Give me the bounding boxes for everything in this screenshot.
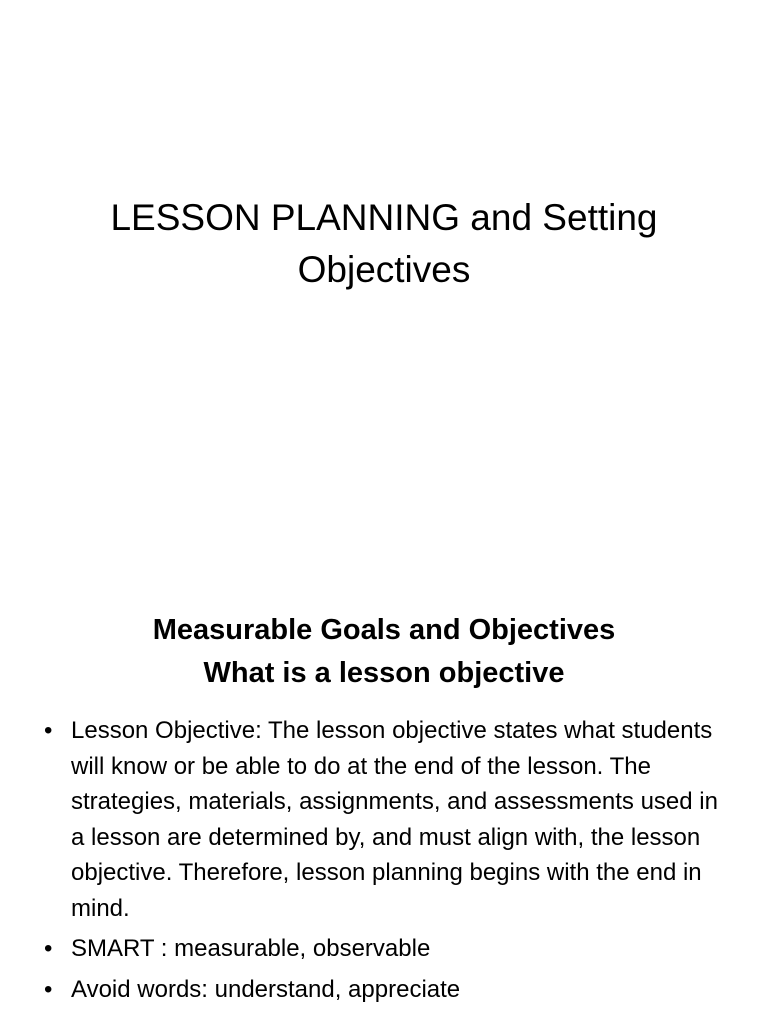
slide-heading — [40, 609, 728, 695]
content-slide — [0, 576, 768, 1024]
bullet-item — [40, 972, 720, 1008]
bullet-text: SMART : measurable, observable — [71, 935, 431, 962]
bullet-text: Avoid words: understand, appreciate — [71, 975, 461, 1003]
slide-heading-line-2: What is a lesson objective — [203, 657, 565, 689]
slide-title: LESSON PLANNING and Setting Objectives — [110, 197, 658, 290]
bullet-list — [40, 713, 720, 1012]
bullet-item — [40, 713, 720, 926]
bullet-text: Lesson Objective: The lesson objective states what students will know or be able to do at the end of the lesson. The strategies, materials, assignments, and assessments used in a lesson are determined by, and must align with, the lesson objective. Therefore, lesson planning begins with the end in mind. — [71, 717, 718, 922]
bullet-item — [40, 931, 720, 967]
slide-heading-line-1: Measurable Goals and Objectives — [152, 614, 616, 646]
bullet-icon: • — [44, 717, 53, 744]
bullet-icon: • — [44, 975, 53, 1003]
bullet-icon: • — [44, 935, 53, 962]
